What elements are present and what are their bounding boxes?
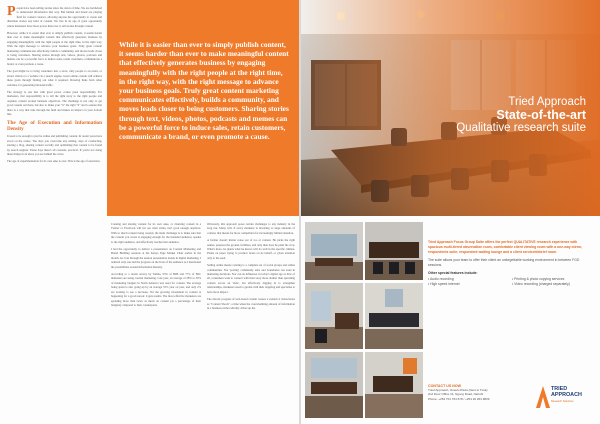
contact-line: 2nd Floor Office 14, Ngong Road, Nairobi — [428, 392, 484, 397]
logo-name-line-2: APPROACH — [551, 392, 582, 398]
hero-title-line-3: Qualitative research suite — [456, 122, 586, 134]
article-column-2 — [111, 222, 201, 420]
photo-debrief-room — [305, 352, 363, 418]
article-column-1 — [7, 6, 102, 418]
hero-title-line-2: State-of-the-art — [496, 108, 586, 122]
hero-title — [456, 96, 586, 135]
feature-item: • Audio recording — [428, 277, 508, 282]
logo-name — [551, 386, 582, 398]
logo-name-line-1: TRIED — [551, 386, 568, 392]
contact-line: Tried Approach, Ouselu Plaza (Next to Tusky — [428, 388, 488, 393]
hero-title-line-1: Tried Approach — [508, 96, 586, 108]
photo-waiting-lounge — [365, 283, 423, 349]
paragraph: The goal might be to bring customers into a store, rally people to an event, or attract visitors to a website via a search engine. Great online content will achieve these goals through finding out what it required. Drawing links from other websites, for generating inbound traffic. — [7, 69, 102, 87]
photo-observation-room — [305, 222, 363, 280]
features-list — [428, 277, 592, 287]
paragraph: The strategy is one that with great power comes great responsibility. For marketers, that responsibility is to tell the right story to the right people and organize content around business objectives. The challenge is not only to get good content out there, but also to make your "it" the right "it" and to ensure that there is a way that runs through the field and makes an impact on your bottom line. — [7, 89, 102, 116]
contact-line: Phone: +254 701 764 678 / +254 20 263 9839 — [428, 396, 490, 401]
feature-item: • Video recording (charged separately) — [512, 282, 592, 287]
photo-reception-area — [365, 352, 423, 418]
paragraph: Obviously, this approach poses certain challenges to any industry in the long run. Many will, if every marketer is investing so large amounts of content, that means far more competition for increasingly limited attention. — [207, 222, 295, 235]
paragraph: I had the opportunity to deliver a presentation on Content Marketing and Brand Building sessions at the Kenya Page Market Chair earlier in the month. As I ran through the session presentation trends in digital marketing, I realized only one and the progress on the front of the audience as I mentioned the possibilities around Information Density. — [111, 247, 201, 269]
feature-item: • Printing & photo copying services — [512, 277, 592, 282]
article-column-3 — [207, 222, 295, 420]
paragraph: Creating and sharing content for its own sake, or churning content in a Twitter or Facebook will not see what sticks, isn't good enough anymore. With so much content being created, the main challenge is to make sure that the content you create is engaging enough for the intended audience, speaks to the right audience, and effectively reaches that audience. — [111, 222, 201, 244]
photo-respondents-suite — [305, 283, 363, 349]
body-paragraph: The suite allows your team to offer their client an unforgettable working environment in between FGD sessions. — [428, 258, 580, 268]
paragraph: A former doesn't matter noise out of too at content. He picks the right names, prepares the ground, fertilises, and only then does he plant his crop. What's more, he plants what he knows will do well in the specific climate. Plants on paper trying to produce hours on its behalf, or given attention only to the seed. — [207, 238, 295, 260]
logo-mark-icon — [535, 384, 551, 410]
paragraph: The chaotic progress of web-based content creates a scenario I characterize as "Content Shock", a time when the overwhelming amount of information in a business niche radically drives up the — [207, 297, 295, 310]
paragraph: The age of experimentation for its own sake is over. This is the age of execution. — [7, 159, 101, 164]
contact-block — [428, 384, 528, 401]
paragraph: According to a recent survey by Tamba, 93% of B2B and 77% of B2C marketers are using content marketing. Last year, an average of 28% to 30% of marketing budgets in North America was used for content. The average being spent is also going up by an average 55% year on year, and only 2% are looking to see a decrease. Yet the growing investment in content is happening for a good reason: it gets results. The most effective marketers are spending more than twice as much on content (as a percentage of their budgets) compared to their counterparts. — [111, 272, 201, 307]
paragraph: Selling online means catering to a complete set of social groups and online communities. Nor 'posting' community silos and boundaries can exist in marketing decisions. Nor can an influencer in today's digital age as Pew of all, consumers want to connect with their story more. Rather than spreading content across an 'aisle', but effectively digging in to strengthen relationships, marketers need to garden with their targeting and specialise to have more impact. — [207, 263, 295, 294]
paragraph: It used to be enough to just be online and publishing content. In recent years have stood on the centre. The days you overcome any editing, days of conducting, starting a blog, sharing content socially and optimizing that content to be found by search engines. These days there's all constant, practical. If you're not doing these things in an ideal, you are behind the curve. — [7, 134, 102, 156]
features-heading: Other special features include: — [428, 270, 478, 275]
lead-paragraph: Tried Approach Focus Group Suite offers the perfect QUALITATIVE research experience with spacious multi-tiered observation room, comfortable client viewing room with a one-way mirror, respondents suite, respondent waiting lounge and a client service/debrief room. — [428, 240, 583, 254]
photo-client-viewing-room — [365, 222, 423, 280]
section-heading: The Age of Execution and Information Density — [7, 120, 102, 133]
feature-item: • High speed internet — [428, 282, 508, 287]
tried-approach-logo — [535, 380, 595, 416]
dropcap: P — [7, 6, 16, 19]
paragraph: eople have been telling stories since the dawn of time. We are hardwired to understand information that way. But human and brand are playing field for content creators, allowing anyone the opportunity to create and distribute stories any kind of content. We live in an age of great opportunity where marketers have more power than ever to tell stories through content. — [7, 6, 102, 28]
logo-tagline: Research Solutions — [551, 400, 574, 403]
pull-quote-box — [107, 0, 300, 216]
suite-description — [428, 240, 592, 286]
pull-quote-text: While it is easier than ever to simply publish content, it seems harder than ever to make meaningful content that effectively generates business by engaging meaningfully with the right people at the right time, in the right way, with the right message to advance your business goals. Truly great content marketing communicates effectively, builds a community, and moves leads closer to being customers. Sharing stories through text, videos, photos, podcasts and memes can be a powerful force to induce sales, retain customers, communicate a brand, or even promote a cause. — [119, 40, 289, 142]
paragraph: However, while it is easier than ever to simply publish content, it seems harder than ever to make meaningful content that effectively generates business by engaging meaningfully with the right people at the right time, in the right way. With the right message to advance your business goals. Truly great content marketing communicates effectively, builds a community, and moves leads closer to being customers. Sharing stories through text, videos, photos, podcasts and memes can be a powerful force to induce sales, retain customers, communicate a brand, or even promote a cause. — [7, 31, 102, 66]
contact-heading: CONTACT US NOW — [428, 384, 462, 388]
hero-photo-conference-room — [301, 0, 600, 216]
